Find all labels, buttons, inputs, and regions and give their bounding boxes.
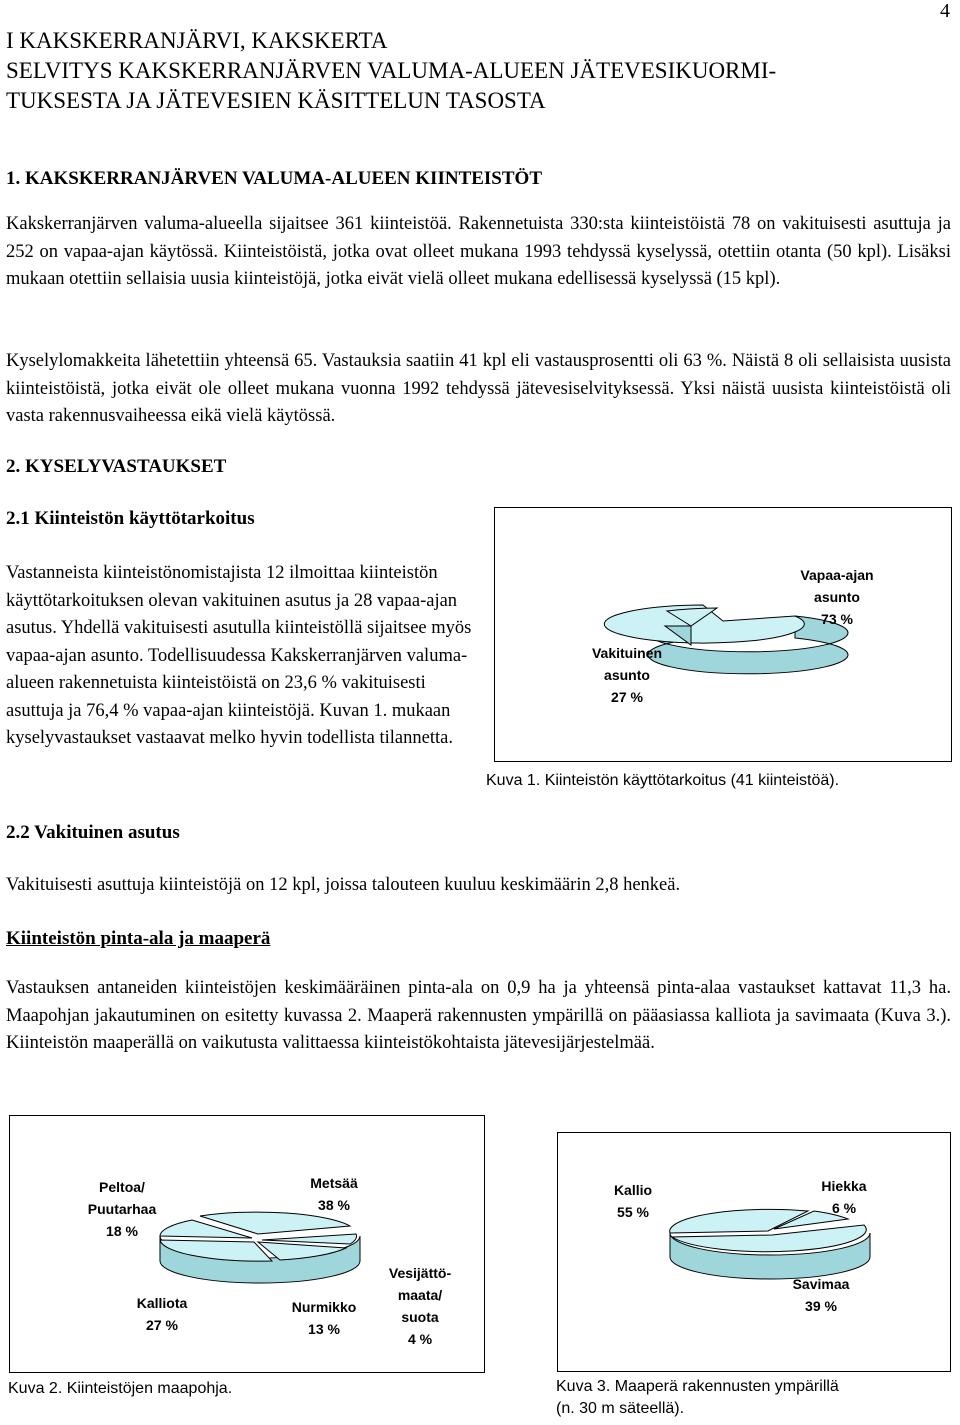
figure-2-label-vesijatto <box>374 1262 466 1350</box>
label-line: asunto <box>604 667 650 683</box>
label-line: Vakituinen <box>591 645 663 661</box>
label-line: Peltoa/ <box>99 1179 145 1195</box>
subsection-2-2-title: 2.2 Vakituinen asutus <box>6 822 180 843</box>
header-line-2: SELVITYS KAKSKERRANJÄRVEN VALUMA-ALUEEN JÄTEVESIKUORMI- <box>6 58 777 83</box>
label-line: 4 % <box>407 1331 433 1347</box>
label-line: Metsää <box>310 1175 358 1191</box>
label-line: 27 % <box>611 689 643 705</box>
subsection-2-1-title: 2.1 Kiinteistön käyttötarkoitus <box>6 508 255 529</box>
document-header <box>6 26 776 116</box>
page-number: 4 <box>940 0 950 22</box>
figure-3-label-kallio <box>598 1179 668 1223</box>
figure-3-frame <box>557 1132 951 1372</box>
section-1-title: 1. KAKSKERRANJÄRVEN VALUMA-ALUEEN KIINTEISTÖT <box>6 168 542 189</box>
label-line: 27 % <box>146 1317 178 1333</box>
label-line: suota <box>401 1309 439 1325</box>
label-line: Vesijättö- <box>388 1265 452 1281</box>
header-line-1: I KAKSKERRANJÄRVI, KAKSKERTA <box>6 28 388 53</box>
label-line: 6 % <box>831 1200 857 1216</box>
figure-1-caption: Kuva 1. Kiinteistön käyttötarkoitus (41 kiinteistöä). <box>486 772 840 789</box>
subsection-pinta-ala-text: Vastauksen antaneiden kiinteistöjen keskimääräinen pinta-ala on 0,9 ha ja yhteensä pinta-alaa vastaukset kattavat 11,3 ha. Maapohjan jakautuminen on esitetty kuvassa 2. Maaperä rakennusten ympärillä on pääasiassa kalliota ja savimaata (Kuva 3.). Kiinteistön maaperällä on vaikutusta valittaessa kiinteistökohtaista jätevesijärjestelmää. <box>6 978 951 1053</box>
figure-2-caption: Kuva 2. Kiinteistöjen maapohja. <box>8 1380 233 1397</box>
subsection-2-1-text: Vastanneista kiinteistönomistajista 12 ilmoittaa kiinteistön käyttötarkoituksen olevan vakituinen asutus ja 28 vapaa-ajan asutus. Yhdellä vakituisesti asutulla kiinteistöllä sijaitsee myös vapaa-ajan asunto. Todellisuudessa Kakskerranjärven valuma-alueen rakennetuista kiinteistöistä on 23,6 % vakituisesti asuttuja ja 76,4 % vapaa-ajan kiinteistöjä. Kuvan 1. mukaan kyselyvastaukset vastaavat melko hyvin todellista tilannetta. <box>6 563 472 748</box>
figure-1-pie-chart <box>495 508 951 761</box>
label-line: Vapaa-ajan <box>800 567 874 583</box>
figure-3-label-hiekka <box>804 1175 884 1219</box>
label-line: maata/ <box>397 1287 443 1303</box>
figure-1-frame <box>494 507 952 762</box>
figure-1-label-vapaa-ajan <box>787 564 887 630</box>
section-1-paragraph-2: Kyselylomakkeita lähetettiin yhteensä 65. Vastauksia saatiin 41 kpl eli vastausprosentti oli 63 %. Näistä 8 oli sellaisista uusista kiinteistöistä, jotka eivät ole olleet mukana vuonna 1992 tehdyssä jätevesiselvityksessä. Yksi näistä uusista kiinteistöistä oli vasta rakennusvaiheessa eikä vielä käytössä. <box>6 351 951 426</box>
figure-3-caption-line-2: (n. 30 m säteellä). <box>556 1400 685 1417</box>
label-line: 18 % <box>106 1223 138 1239</box>
label-line: Kalliota <box>136 1295 188 1311</box>
label-line: 55 % <box>617 1204 649 1220</box>
label-line: 39 % <box>805 1298 837 1314</box>
header-line-3: TUKSESTA JA JÄTEVESIEN KÄSITTELUN TASOSTA <box>6 88 546 113</box>
figure-3-caption-line-1: Kuva 3. Maaperä rakennusten ympärillä <box>556 1378 839 1395</box>
figure-2-label-nurmikko <box>276 1296 372 1340</box>
figure-2-label-kalliota <box>114 1292 210 1336</box>
figure-3-label-savimaa <box>776 1273 866 1317</box>
section-1-paragraph-1: Kakskerranjärven valuma-alueella sijaitsee 361 kiinteistöä. Rakennetuista 330:sta kiinteistöistä 78 on vakituisesti asuttuja ja 252 on vapaa-ajan käytössä. Kiinteistöistä, jotka ovat olleet mukana 1993 tehdyssä kyselyssä, otettiin otanta (50 kpl). Lisäksi mukaan otettiin sellaisia uusia kiinteistöjä, jotka eivät vielä olleet mukana edellisessä kyselyssä (15 kpl). <box>6 214 951 289</box>
figure-2-label-metsaa <box>294 1172 374 1216</box>
figure-1-label-vakituinen <box>575 642 679 708</box>
label-line: asunto <box>814 589 860 605</box>
label-line: 13 % <box>308 1321 340 1337</box>
section-2-title: 2. KYSELYVASTAUKSET <box>6 456 227 477</box>
pie-slice-kallio <box>670 1209 808 1233</box>
figure-2-frame <box>9 1115 485 1373</box>
label-line: 38 % <box>318 1197 350 1213</box>
label-line: Savimaa <box>792 1276 850 1292</box>
figure-3-caption <box>556 1376 839 1420</box>
subsection-pinta-ala-title: Kiinteistön pinta-ala ja maaperä <box>6 928 271 949</box>
label-line: Kallio <box>613 1182 653 1198</box>
label-line: 73 % <box>821 611 853 627</box>
figure-3-pie-chart <box>558 1133 950 1371</box>
label-line: Hiekka <box>821 1178 867 1194</box>
figure-2-label-peltoa <box>72 1176 172 1242</box>
subsection-2-2-text: Vakituisesti asuttuja kiinteistöjä on 12 kpl, joissa talouteen kuuluu keskimäärin 2,8 henkeä. <box>6 875 681 895</box>
pie-slice-vesijatto <box>262 1234 357 1244</box>
label-line: Puutarhaa <box>87 1201 157 1217</box>
label-line: Nurmikko <box>291 1299 357 1315</box>
